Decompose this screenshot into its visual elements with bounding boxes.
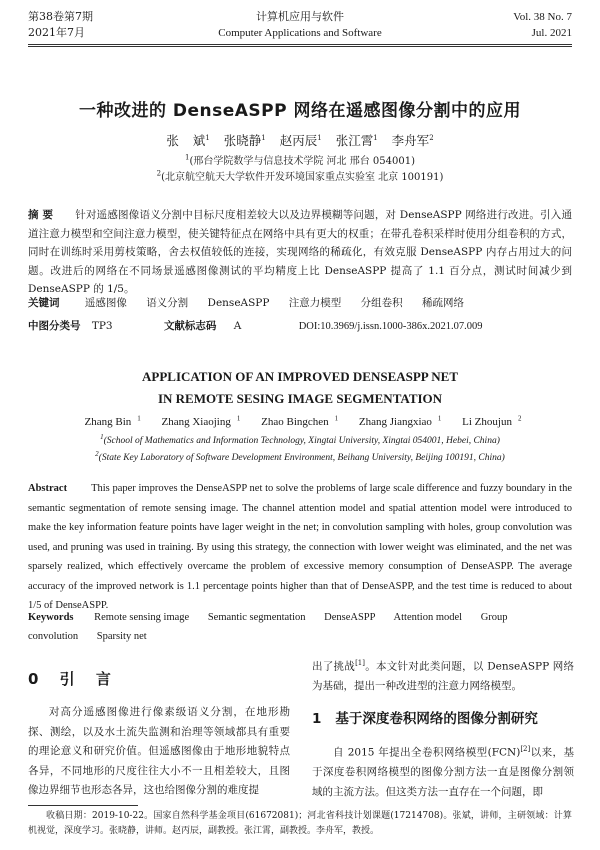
abstract-en [28, 479, 572, 616]
author-cn: 李舟军$^2$ [391, 133, 434, 148]
header-rule-bottom [28, 46, 572, 47]
author-cn: 张 斌$^1$ [166, 133, 210, 148]
clc-label: 中图分类号 [28, 320, 81, 332]
paper-title-en [0, 366, 600, 410]
keywords-cn-label: 关键词 [28, 297, 60, 309]
citation-2[interactable]: [2] [520, 745, 531, 753]
keyword-en: DenseASPP [324, 612, 376, 623]
abstract-en-label: Abstract [28, 483, 68, 494]
section-1-heading [312, 707, 538, 727]
keyword-cn: 注意力模型 [288, 297, 342, 309]
abstract-cn-label: 摘 要 [28, 209, 54, 221]
header-date-cn: 2021年7月 [28, 26, 85, 39]
author-cn: 张晓静$^1$ [223, 133, 266, 148]
section-1-title: 基于深度卷积网络的图像分割研究 [335, 711, 538, 727]
section-1-number: 1 [312, 711, 322, 727]
section-0-paragraph: 对高分遥感图像进行像素级语义分割，在地形勘探、测绘，以及水土流失监测和治理等领域都具有重要的理论意义和研究价值。但遥感图像由于地形地貌特点各异，不同地形的尺度往往大小不一且相差较大，且图像边界细节也形态各异，这也给图像分割的难度提 [28, 706, 290, 796]
paper-title-en-line2: IN REMOTE SESING IMAGE SEGMENTATION [157, 391, 443, 406]
abstract-cn-text: 针对遥感图像语义分割中目标尺度相差较大以及边界模糊等问题，对 DenseASPP 网络进行改进。引入通道注意力模型和空间注意力模型，使关键特征点在网络中具有更大的权重；在带孔卷积采样时使用分组卷积的方式，同时在训练时采用剪枝策略，舍去权值较低的连接，实现网络的稀疏化，有效克服 DenseASPP 内存占用过大的问题。改进后的网络在不同场景遥感图像测试的平均精度上比 DenseASPP 提高了 1.1 百分点，测试时间减少到 DenseASPP 的 1/5。 [28, 209, 573, 295]
keywords-en [28, 608, 572, 646]
keyword-en: Semantic segmentation [207, 612, 306, 623]
keyword-en: Attention model [393, 612, 463, 623]
section-0-title: 引 言 [59, 670, 111, 688]
section-1-paragraph: 自 2015 年提出全卷积网络模型(FCN)[2]以来，基于深度卷积网络模型的图像分割方法一直是图像分割领域的主流方法。但这类方法一直存在一个问题，即 [312, 745, 574, 798]
footnote: 收稿日期：2019-10-22。国家自然科学基金项目(61672081)；河北省科技计划课题(17214708)。张斌，讲师，主研领域：计算机视觉，深度学习。张晓静，讲师。赵丙辰，副教授。张江霄，副教授。李舟军，教授。 [28, 811, 572, 836]
doc-code-value: A [233, 320, 242, 332]
keyword-cn: DenseASPP [207, 297, 270, 309]
header-volume-en: Vol. 38 No. 7 [513, 11, 572, 23]
header-journal-cn: 计算机应用与软件 [256, 10, 344, 23]
classification-line [28, 317, 572, 337]
keyword-en: Remote sensing image [94, 612, 190, 623]
header-journal-en: Computer Applications and Software [218, 27, 382, 39]
clc-value: TP3 [91, 320, 113, 332]
author-en: Li Zhoujun $^2$ [462, 414, 522, 428]
abstract-cn [28, 206, 572, 299]
abstract-en-text: This paper improves the DenseASPP net to solve the problems of large scale difference and fuzzy boundary in the semantic segmentation of remote sensing image. The channel attention model and spatial attention model were introduced to make the key information feature points have lager weight in the net; in convolution sampling with holes, group convolution was used, and pruning was used in training. By using this strategy, the connection with lower weight was eliminated, and the net was sparsely realized, which effectively overcame the problem of excessive memory consumption of DenseASPP. The average accuracy of the improved network is 1.1 percentage points higher than that of DenseASPP, and the test time is reduced to about 1/5 of DenseASPP. [28, 483, 572, 611]
right-column-continuation: 出了挑战[1]。本文针对此类问题，以 DenseASPP 网络为基础，提出一种改进型的注意力网络模型。 [312, 659, 575, 692]
keywords-en-label: Keywords [28, 612, 74, 623]
keyword-cn: 语义分割 [146, 297, 189, 309]
paper-title-cn: 一种改进的 DenseASPP 网络在遥感图像分割中的应用 [78, 101, 522, 121]
footnote-rule [28, 805, 138, 806]
author-cn: 赵丙辰$^1$ [279, 133, 322, 148]
section-0-heading [28, 668, 111, 689]
author-en: Zhang Jiangxiao $^1$ [358, 414, 442, 428]
keywords-cn [28, 294, 572, 313]
header-volume-cn: 第38卷第7期 [28, 10, 93, 23]
affiliation-en-2: $^2$(State Key Laboratory of Software Development Environment, Beihang University, Beijing 100191, China) [95, 450, 505, 464]
header-rule-top [28, 44, 572, 45]
doc-code-label: 文献标志码 [163, 320, 217, 332]
citation-1[interactable]: [1] [355, 659, 365, 667]
keyword-cn: 稀疏网络 [421, 297, 464, 309]
paper-title-en-line1: APPLICATION OF AN IMPROVED DENSEASPP NET [142, 369, 458, 384]
keyword-en: Sparsity net [96, 631, 147, 642]
affiliation-cn-2: $^2$(北京航空航天大学软件开发环境国家重点实验室 北京 100191) [156, 169, 444, 183]
affiliation-en-1: $^1$(School of Mathematics and Information Technology, Xingtai University, Xingtai 054001, Hebei, China) [100, 433, 500, 447]
author-cn: 张江霄$^1$ [335, 133, 378, 148]
section-0-number: 0 [28, 670, 39, 688]
keyword-cn: 遥感图像 [84, 297, 127, 309]
keyword-en: Group convolution [28, 612, 508, 642]
authors-en [0, 414, 600, 428]
author-en: Zhao Bingchen $^1$ [261, 414, 339, 428]
author-en: Zhang Xiaojing $^1$ [161, 414, 241, 428]
keyword-cn: 分组卷积 [360, 297, 403, 309]
doi[interactable]: DOI:10.3969/j.issn.1000-386x.2021.07.009 [298, 321, 483, 332]
authors-cn [0, 131, 600, 149]
affiliation-cn-1: $^1$(邢台学院数学与信息技术学院 河北 邢台 054001) [185, 153, 415, 167]
header-date-en: Jul. 2021 [531, 27, 572, 39]
author-en: Zhang Bin $^1$ [84, 414, 141, 428]
